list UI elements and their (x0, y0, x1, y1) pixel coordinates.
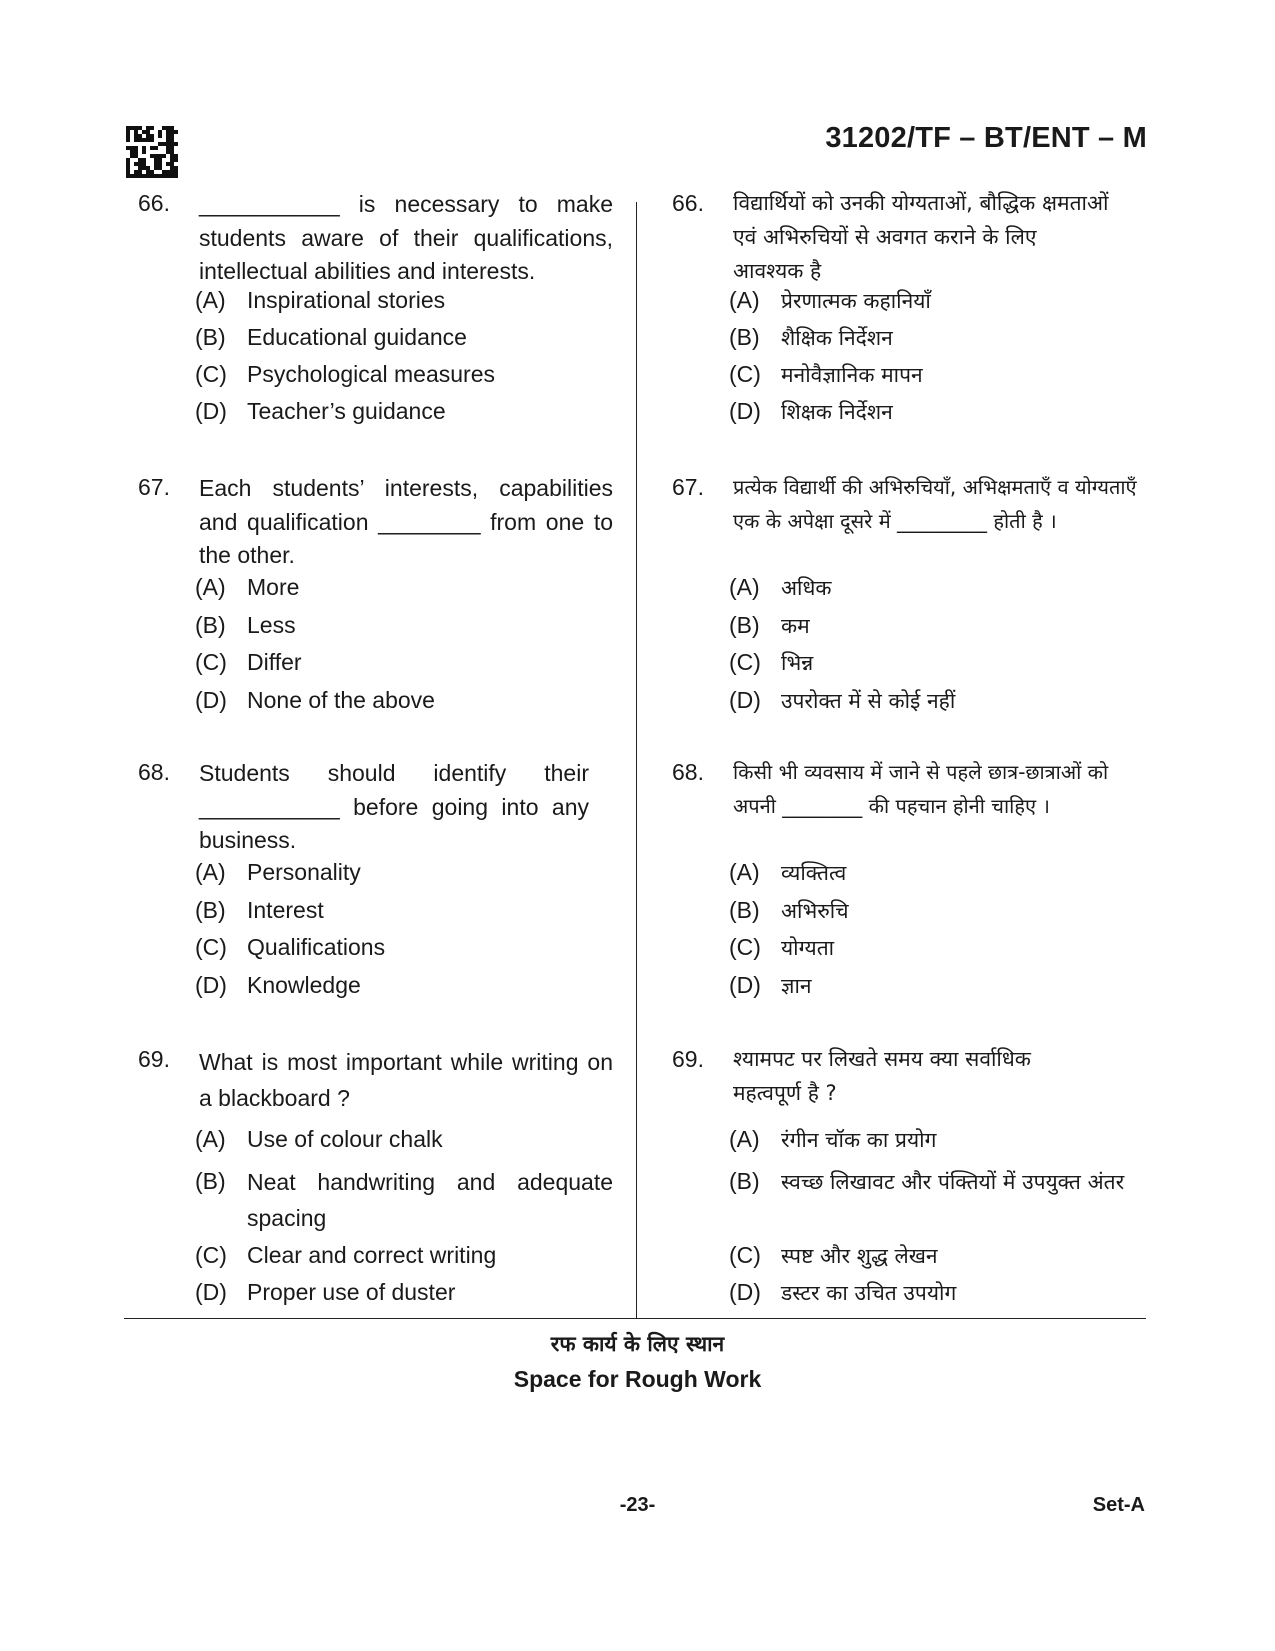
option-label: (A) (729, 287, 760, 313)
option-a (195, 283, 613, 317)
question-text: विद्यार्थियों को उनकी योग्यताओं, बौद्धिक क्षमताओं एवं अभिरुचियों से अवगत कराने के लिए आवश्यक है (733, 191, 1109, 283)
option-text: Proper use of duster (247, 1279, 456, 1305)
option-text: Personality (247, 859, 361, 885)
option-b (195, 1164, 613, 1236)
option-label: (A) (195, 574, 226, 600)
option-label: (D) (729, 1279, 761, 1305)
set-label: Set-A (1092, 1494, 1145, 1516)
option-label: (A) (195, 1126, 226, 1152)
option-label: (B) (195, 612, 226, 638)
option-text: भिन्न (781, 651, 814, 675)
option-c (195, 645, 613, 679)
option-text: More (247, 574, 300, 600)
option-a (729, 1122, 1147, 1157)
option-text: स्वच्छ लिखावट और पंक्तियों में उपयुक्त अंतर (781, 1170, 1125, 1194)
option-b (729, 608, 1147, 643)
option-label: (A) (729, 574, 760, 600)
option-text: डस्टर का उचित उपयोग (781, 1281, 957, 1305)
question-number: 69. (138, 1046, 170, 1072)
option-label: (D) (729, 687, 761, 713)
option-label: (D) (729, 398, 761, 424)
question-number: 68. (672, 759, 704, 785)
option-d (195, 394, 613, 428)
qr-code (126, 126, 178, 178)
option-b (729, 893, 1147, 928)
option-b (195, 893, 613, 927)
option-text: Qualifications (247, 934, 386, 960)
question-number: 68. (138, 759, 170, 785)
option-label: (D) (195, 1279, 227, 1305)
option-d (729, 683, 1147, 718)
question-number: 67. (672, 474, 704, 500)
option-c (729, 930, 1147, 965)
option-b (195, 320, 613, 354)
option-label: (C) (195, 649, 227, 675)
option-text: अभिरुचि (781, 899, 849, 923)
option-c (195, 357, 613, 391)
option-label: (A) (729, 859, 760, 885)
option-text: ज्ञान (781, 974, 812, 998)
paper-code: 31202/TF – BT/ENT – M (825, 122, 1147, 154)
option-text: Educational guidance (247, 324, 467, 350)
option-label: (C) (729, 649, 761, 675)
question-number: 69. (672, 1046, 704, 1072)
option-text: कम (781, 614, 810, 638)
question-text: श्यामपट पर लिखते समय क्या सर्वाधिक महत्वपूर्ण है ? (733, 1047, 1031, 1105)
question-text: Students should identify their ___________ before going into any business. (199, 760, 589, 853)
option-label: (C) (729, 361, 761, 387)
option-label: (D) (729, 972, 761, 998)
option-text: Clear and correct writing (247, 1242, 497, 1268)
option-c (729, 645, 1147, 680)
question-number: 66. (672, 190, 704, 216)
option-a (195, 1122, 613, 1156)
question-text: ___________ is necessary to make students aware of their qualifications, intellectual abilities and interests. (199, 191, 613, 284)
option-c (195, 1238, 613, 1272)
option-text: Teacher’s guidance (247, 398, 446, 424)
option-label: (B) (729, 324, 760, 350)
option-label: (B) (195, 1168, 226, 1194)
option-text: Inspirational stories (247, 287, 446, 313)
question-text: किसी भी व्यवसाय में जाने से पहले छात्र-छात्राओं को अपनी ________ की पहचान होनी चाहिए । (733, 760, 1109, 818)
rough-work-heading: Space for Rough Work (513, 1366, 762, 1392)
option-text: Neat handwriting and adequate spacing (247, 1169, 613, 1231)
option-label: (D) (195, 687, 227, 713)
option-text: Differ (247, 649, 302, 675)
option-a (195, 855, 613, 889)
option-c (729, 357, 1147, 392)
option-text: मनोवैज्ञानिक मापन (781, 363, 923, 387)
option-text: शिक्षक निर्देशन (781, 400, 893, 424)
question-number: 66. (138, 190, 170, 216)
option-text: Use of colour chalk (247, 1126, 443, 1152)
option-b (195, 608, 613, 642)
option-label: (B) (195, 897, 226, 923)
option-label: (C) (195, 934, 227, 960)
question-text: प्रत्येक विद्यार्थी की अभिरुचियाँ, अभिक्षमताएँ व योग्यताएँ एक के अपेक्षा दूसरे में _________ होती है । (733, 475, 1137, 533)
option-text: प्रेरणात्मक कहानियाँ (781, 289, 931, 313)
option-a (729, 570, 1147, 605)
question-text: What is most important while writing on a blackboard ? (199, 1049, 613, 1111)
option-label: (B) (195, 324, 226, 350)
option-label: (C) (729, 1242, 761, 1268)
bottom-rule (124, 1318, 1146, 1319)
option-d (729, 1275, 1147, 1310)
option-label: (C) (729, 934, 761, 960)
option-b (729, 1164, 1147, 1200)
option-text: Less (247, 612, 296, 638)
option-b (729, 320, 1147, 355)
option-label: (A) (195, 287, 226, 313)
option-a (195, 570, 613, 604)
option-text: Psychological measures (247, 361, 496, 387)
option-label: (B) (729, 1168, 760, 1194)
option-text: अधिक (781, 576, 832, 600)
option-label: (C) (195, 1242, 227, 1268)
option-a (729, 283, 1147, 318)
option-d (195, 683, 613, 717)
option-text: योग्यता (781, 936, 835, 960)
column-divider (636, 202, 637, 1318)
option-d (195, 968, 613, 1002)
option-d (729, 968, 1147, 1003)
rough-work-heading-hindi: रफ कार्य के लिए स्थान (550, 1332, 725, 1356)
option-text: Interest (247, 897, 324, 923)
option-c (729, 1238, 1147, 1273)
option-label: (B) (729, 897, 760, 923)
option-a (729, 855, 1147, 890)
option-label: (B) (729, 612, 760, 638)
option-label: (C) (195, 361, 227, 387)
option-d (195, 1275, 613, 1309)
option-text: None of the above (247, 687, 435, 713)
option-label: (D) (195, 398, 227, 424)
option-label: (D) (195, 972, 227, 998)
option-label: (A) (729, 1126, 760, 1152)
option-text: स्पष्ट और शुद्ध लेखन (781, 1244, 938, 1268)
option-d (729, 394, 1147, 429)
option-text: उपरोक्त में से कोई नहीं (781, 689, 956, 713)
option-text: शैक्षिक निर्देशन (781, 326, 893, 350)
option-text: Knowledge (247, 972, 361, 998)
question-text: Each students’ interests, capabilities and qualification ________ from one to the other. (199, 475, 613, 568)
option-text: व्यक्तित्व (781, 861, 847, 885)
option-label: (A) (195, 859, 226, 885)
page-number: -23- (619, 1494, 656, 1516)
option-c (195, 930, 613, 964)
option-text: रंगीन चॉक का प्रयोग (781, 1128, 937, 1152)
question-number: 67. (138, 474, 170, 500)
